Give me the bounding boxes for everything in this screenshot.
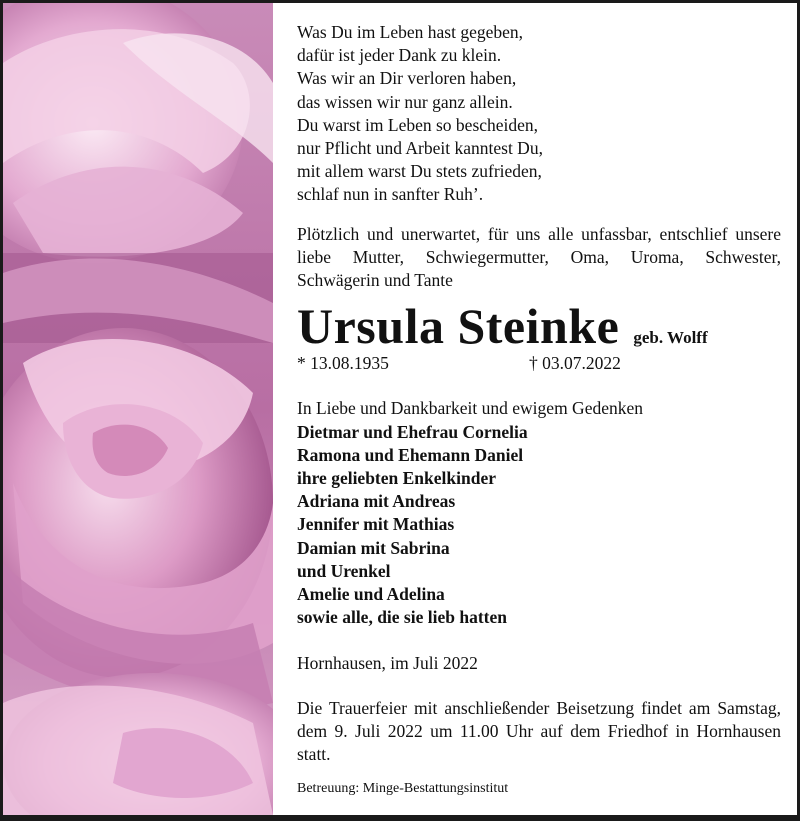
poem-line: Was Du im Leben hast gegeben,	[297, 22, 524, 42]
mourner-line: Dietmar und Ehefrau Cornelia	[297, 421, 528, 442]
mourner-line: Damian mit Sabrina	[297, 537, 450, 558]
poem-line: Was wir an Dir verloren haben,	[297, 68, 517, 89]
funeral-info: Die Trauerfeier mit anschließender Beisetzung findet am Samstag, dem 9. Juli 2022 um 11.00 Uhr auf dem Friedhof in Hornhausen statt.	[297, 697, 781, 765]
poem-line: nur Pflicht und Arbeit kanntest Du,	[297, 138, 543, 159]
poem	[297, 21, 781, 207]
deceased-name-row	[297, 298, 781, 355]
poem-line: das wissen wir nur ganz allein.	[297, 91, 513, 112]
maiden-name: geb. Wolff	[633, 328, 708, 348]
funeral-home-credit: Betreuung: Minge-Bestattungsinstitut	[297, 781, 509, 797]
poem-line: schlaf nun in sanfter Ruh’.	[297, 184, 484, 205]
mourner-line: Amelie und Adelina	[297, 584, 445, 605]
mourner-line: Jennifer mit Mathias	[297, 514, 455, 535]
mourners-heading: In Liebe und Dankbarkeit und ewigem Gedenken	[297, 398, 643, 419]
intro-paragraph: Plötzlich und unerwartet, für uns alle unfassbar, entschlief unsere liebe Mutter, Schwiegermutter, Oma, Uroma, Schwester, Schwägerin und Tante	[297, 223, 781, 291]
deceased-name: Ursula Steinke	[297, 298, 620, 355]
birth-date: * 13.08.1935	[297, 353, 389, 374]
place-date: Hornhausen, im Juli 2022	[297, 653, 478, 674]
poem-line: Du warst im Leben so bescheiden,	[297, 114, 539, 135]
roses-photo	[3, 3, 273, 815]
life-dates	[297, 352, 781, 375]
mourner-line: und Urenkel	[297, 560, 391, 581]
obituary-notice	[3, 3, 797, 815]
mourner-line: sowie alle, die sie lieb hatten	[297, 607, 507, 628]
obituary-text	[297, 21, 781, 798]
mourner-line: Ramona und Ehemann Daniel	[297, 444, 524, 465]
mourner-line: Adriana mit Andreas	[297, 491, 456, 512]
mourner-line: ihre geliebten Enkelkinder	[297, 468, 496, 489]
mourners-block	[297, 397, 781, 629]
death-date: † 03.07.2022	[529, 353, 621, 374]
poem-line: mit allem warst Du stets zufrieden,	[297, 161, 542, 182]
poem-line: dafür ist jeder Dank zu klein.	[297, 45, 502, 66]
